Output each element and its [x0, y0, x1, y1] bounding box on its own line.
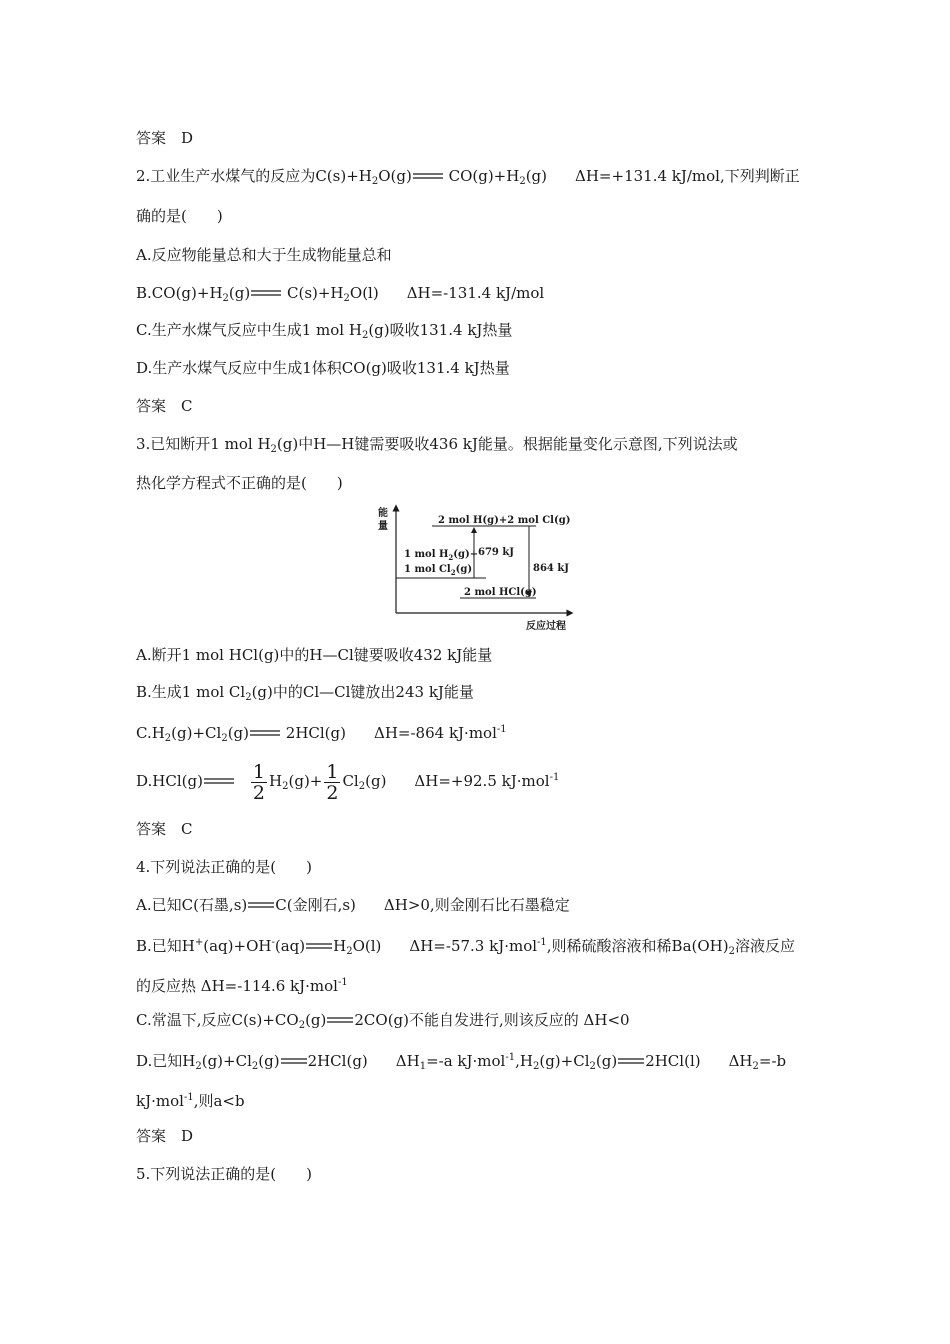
subscript: 2 — [221, 733, 228, 744]
q4-optb-part: 的反应热 ΔH=-114.6 kJ·mol — [136, 977, 338, 995]
q4-optb-part: ΔH=-57.3 kJ·mol — [409, 937, 538, 955]
x-axis-label: 反应过程 — [526, 621, 566, 632]
q3-optd-part: Cl — [342, 772, 359, 790]
q3-option-b — [136, 682, 474, 708]
q4-optd-part: (g) — [258, 1052, 280, 1070]
q2-stem-part: O(g) — [378, 167, 412, 185]
q4-optd-part: ΔH — [728, 1052, 753, 1070]
superscript: - — [271, 937, 275, 948]
equilibrium-sign — [280, 1057, 308, 1065]
q2-optb-part: B.CO(g)+H — [136, 284, 223, 302]
superscript: -1 — [537, 937, 547, 948]
subscript: 2 — [164, 733, 172, 744]
q4-optc-part: 2CO(g)不能自发进行,则该反应的 ΔH<0 — [354, 1011, 630, 1029]
subscript: 2 — [251, 1061, 259, 1072]
q4-stem: 4.下列说法正确的是( ) — [136, 858, 313, 876]
arrow-679-label: 679 kJ — [478, 547, 515, 558]
q4-opta-part: C(金刚石,s) — [275, 896, 356, 914]
top-level-label: 2 mol H(g)+2 mol Cl(g) — [438, 515, 571, 526]
fraction-numerator: 1 — [326, 760, 339, 783]
q2-stem-line2: 确的是( ) — [136, 207, 223, 225]
q3-stem-part: (g)中H—H键需要吸收436 kJ能量。根据能量变化示意图,下列说法或 — [276, 435, 738, 453]
y-axis-label-1: 能 — [378, 508, 388, 519]
subscript: 2 — [358, 781, 366, 792]
q4-optd-part: ΔH — [395, 1052, 420, 1070]
q2-stem — [136, 166, 800, 192]
product-level-label: 2 mol HCl(g) — [464, 587, 537, 598]
fraction-half — [324, 762, 340, 803]
q5-stem: 5.下列说法正确的是( ) — [136, 1165, 313, 1183]
superscript: -1 — [505, 1052, 516, 1063]
energy-diagram — [366, 502, 582, 634]
q2-option-d: D.生产水煤气反应中生成1体积CO(g)吸收131.4 kJ热量 — [136, 359, 510, 377]
q4-option-d-line2 — [136, 1088, 245, 1111]
q3-stem-part: 3.已知断开1 mol H — [136, 435, 271, 453]
q4-optb-part: 溶液反应 — [734, 937, 795, 955]
q2-optb-part: C(s)+H — [282, 284, 344, 302]
q3-stem-line2: 热化学方程式不正确的是( ) — [136, 474, 343, 492]
subscript: 2 — [589, 1061, 596, 1072]
q4-optc-part: (g) — [305, 1011, 327, 1029]
q4-opta-part: ΔH>0,则金刚石比石墨稳定 — [383, 896, 570, 914]
equilibrium-sign — [250, 289, 282, 297]
q4-optd-part: =-b — [758, 1052, 787, 1070]
q3-optd-part: H — [269, 772, 283, 790]
q2-option-a: A.反应物能量总和大于生成物能量总和 — [136, 246, 392, 264]
subscript: 2 — [361, 330, 369, 341]
q2-stem-part: (g) — [525, 167, 548, 185]
q3-optb-part: B.生成1 mol Cl — [136, 683, 246, 701]
q3-optd-part: (g)+ — [288, 772, 323, 790]
q4-optd-part: (g)+Cl — [539, 1052, 590, 1070]
q2-optc-part: (g)吸收131.4 kJ热量 — [368, 321, 513, 339]
subscript: 2 — [519, 176, 526, 187]
equilibrium-sign — [326, 1016, 354, 1024]
q4-optd-part: (g) — [595, 1052, 618, 1070]
reactant-level-label-2: 1 mol $Cl_2(g)$ — [404, 564, 473, 577]
q4-optb-part: (aq)+OH — [203, 937, 272, 955]
q3-optc-part: C.H — [136, 724, 165, 742]
q4-option-a — [136, 895, 570, 915]
q4-optd-part: 2HCl(l) — [645, 1052, 701, 1070]
q4-option-d — [136, 1048, 786, 1077]
superscript: + — [194, 937, 204, 948]
equilibrium-sign — [247, 901, 275, 909]
subscript: 1 — [419, 1061, 427, 1072]
subscript: 2 — [346, 946, 353, 957]
q4-optd-part: 2HCl(g) — [307, 1052, 368, 1070]
q2-stem-part: CO(g)+H — [443, 167, 520, 185]
answer-q3: 答案 C — [136, 820, 193, 838]
q4-option-b-line2 — [136, 973, 348, 996]
subscript: 2 — [282, 781, 289, 792]
q3-stem — [136, 434, 738, 460]
q3-option-a: A.断开1 mol HCl(g)中的H—Cl键要吸收432 kJ能量 — [136, 646, 493, 664]
q4-optd-part: D.已知H — [136, 1052, 196, 1070]
subscript: 2 — [371, 176, 379, 187]
q4-opta-part: A.已知C(石墨,s) — [136, 896, 248, 914]
fraction-half — [251, 762, 267, 803]
q3-optd-part: ΔH=+92.5 kJ·mol — [414, 772, 550, 790]
q2-optb-part: O(l) — [349, 284, 379, 302]
q4-optb-part: H — [333, 937, 347, 955]
q4-optb-part: ,则稀硫酸溶液和稀Ba(OH) — [546, 937, 729, 955]
y-axis-label-2: 量 — [378, 521, 388, 532]
subscript: 2 — [245, 692, 252, 703]
q4-optd-part: ,则a<b — [193, 1092, 245, 1110]
q3-optc-part: (g) — [227, 724, 250, 742]
q3-optd-part: (g) — [365, 772, 387, 790]
superscript: -1 — [337, 977, 348, 988]
arrow-864-label: 864 kJ — [533, 563, 570, 574]
q4-optd-part: (g)+Cl — [201, 1052, 252, 1070]
q3-optc-part: ΔH=-864 kJ·mol — [374, 724, 497, 742]
superscript: -1 — [549, 772, 560, 783]
q4-optc-part: C.常温下,反应C(s)+CO — [136, 1011, 299, 1029]
q2-option-b — [136, 283, 544, 309]
q4-optd-part: =-a kJ·mol — [426, 1052, 506, 1070]
q3-option-c — [136, 720, 507, 749]
equilibrium-sign — [203, 777, 235, 785]
subscript: 2 — [222, 293, 229, 304]
subscript: 2 — [195, 1061, 202, 1072]
subscript: 2 — [728, 946, 735, 957]
q4-optb-part: B.已知H — [136, 937, 195, 955]
fraction-numerator: 1 — [252, 760, 266, 783]
fraction-denominator: 2 — [252, 781, 266, 804]
q4-optb-part: O(l) — [352, 937, 382, 955]
subscript: 2 — [270, 444, 277, 455]
equilibrium-sign — [412, 172, 444, 180]
subscript: 2 — [343, 293, 350, 304]
q3-optc-part: 2HCl(g) — [281, 724, 346, 742]
q4-optb-part: (aq) — [274, 937, 306, 955]
q2-option-c — [136, 320, 512, 346]
superscript: -1 — [496, 724, 507, 735]
q2-optb-part: (g) — [228, 284, 251, 302]
fraction-denominator: 2 — [326, 781, 339, 804]
subscript: 2 — [532, 1061, 540, 1072]
equilibrium-sign — [617, 1057, 645, 1065]
q3-option-d — [136, 758, 559, 807]
subscript: 2 — [752, 1061, 759, 1072]
q3-optc-part: (g)+Cl — [171, 724, 222, 742]
answer-q4: 答案 D — [136, 1127, 194, 1145]
q4-option-b — [136, 933, 795, 962]
q2-stem-part: ΔH=+131.4 kJ/mol,下列判断正 — [575, 167, 800, 185]
q4-optd-part: ,H — [515, 1052, 533, 1070]
equilibrium-sign — [249, 729, 281, 737]
reactant-level-label-1: 1 mol $H_2(g)+$ — [404, 549, 479, 562]
q2-stem-part: 2.工业生产水煤气的反应为C(s)+H — [136, 167, 372, 185]
answer-q2: 答案 C — [136, 397, 193, 415]
equilibrium-sign — [305, 942, 333, 950]
answer-q1: 答案 D — [136, 129, 194, 147]
q2-optc-part: C.生产水煤气反应中生成1 mol H — [136, 321, 362, 339]
subscript: 2 — [298, 1020, 306, 1031]
q2-optb-part: ΔH=-131.4 kJ/mol — [406, 284, 545, 302]
q4-option-c — [136, 1010, 630, 1036]
q3-optb-part: (g)中的Cl—Cl键放出243 kJ能量 — [251, 683, 474, 701]
q3-optd-part: D.HCl(g) — [136, 772, 203, 790]
superscript: -1 — [183, 1092, 194, 1103]
q4-optd-part: kJ·mol — [136, 1092, 184, 1110]
